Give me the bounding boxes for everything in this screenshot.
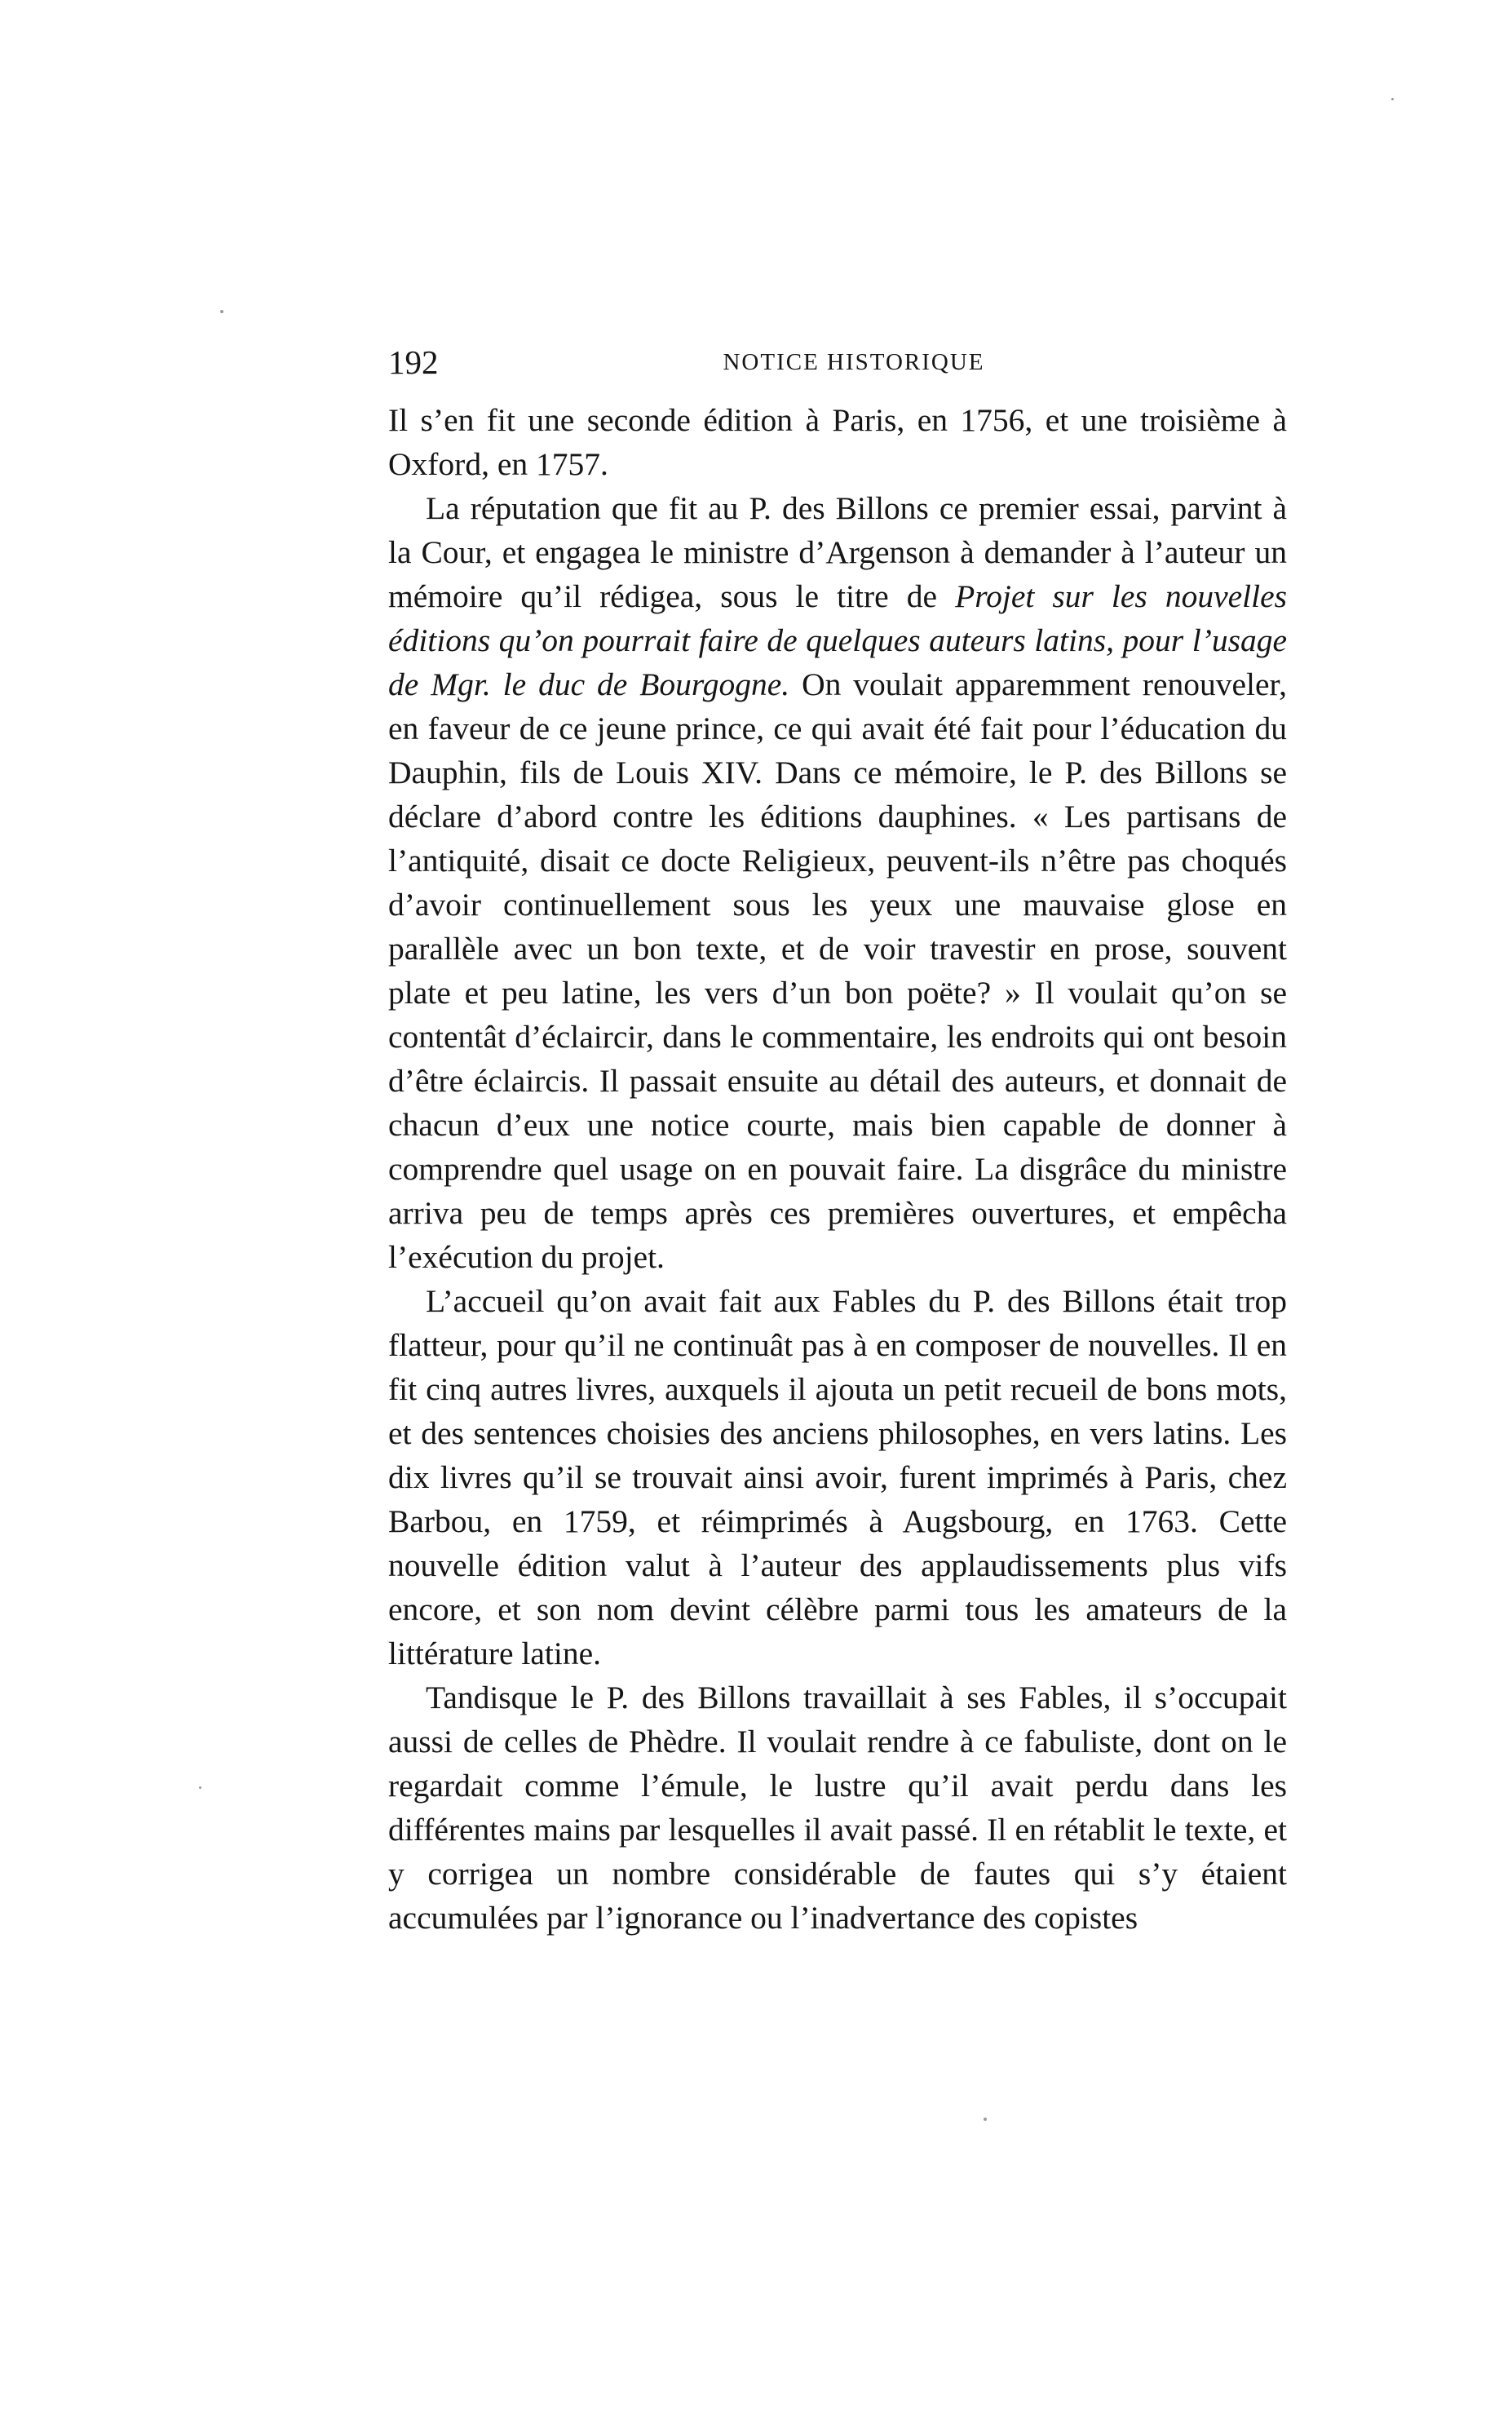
page-header (388, 341, 1287, 383)
scan-speck (1391, 98, 1394, 100)
paragraph-1: Il s’en fit une seconde édition à Paris, en 1756, et une troisième à Oxford, en 1757. (388, 402, 1287, 482)
memoir-title: Projet sur les nouvelles éditions qu’on pourrait faire de quelques auteurs latins, pour l’usage de Mgr. le duc de Bourgogne. (388, 578, 1288, 702)
paragraph-3: L’accueil qu’on avait fait aux Fables du P. des Billons était trop flatteur, pour qu’il ne continuât pas à en composer de nouvelles. Il en fit cinq autres livres, auxquels il ajouta un petit recueil de bons mots, et des sentences choisies des anciens philosophes, en vers latins. Les dix livres qu’il se trouvait ainsi avoir, furent imprimés à Paris, chez Barbou, en 1759, et réimprimés à Augsbourg, en 1763. Cette nouvelle édition valut à l’auteur des applaudissements plus vifs encore, et son nom devint célèbre parmi tous les amateurs de la littérature latine. (388, 1283, 1287, 1671)
scan-speck (984, 2118, 987, 2121)
scan-speck (199, 1786, 201, 1789)
paragraph-2 (388, 486, 1287, 1279)
body-text (388, 398, 1287, 1940)
page-number: 192 (388, 343, 439, 381)
paragraph-2-text-after: On voulait apparemment renouveler, en faveur de ce jeune prince, ce qui avait été fait pour l’éducation du Dauphin, fils de Louis XIV. Dans ce mémoire, le P. des Billons se déclare d’abord contre les éditions dauphines. « Les partisans de l’antiquité, disait ce docte Religieux, peuvent-ils n’être pas choqués d’avoir continuellement sous les yeux une mauvaise glose en parallèle avec un bon texte, et de voir travestir en prose, souvent plate et peu latine, les vers d’un bon poëte? » Il voulait qu’on se contentât d’éclaircir, dans le commentaire, les endroits qui ont besoin d’être éclaircis. Il passait ensuite au détail des auteurs, et donnait de chacun d’eux une notice courte, mais bien capable de donner à comprendre quel usage on en pouvait faire. La disgrâce du ministre arriva peu de temps après ces premières ouvertures, et empêcha l’exécution du projet. (388, 666, 1287, 1275)
scan-speck (220, 310, 223, 313)
paragraph-4: Tandisque le P. des Billons travaillait à ses Fables, il s’occupait aussi de celles de Phèdre. Il voulait rendre à ce fabuliste, dont on le regardait comme l’émule, le lustre qu’il avait perdu dans les différentes mains par lesquelles il avait passé. Il en rétablit le texte, et y corrigea un nombre considérable de fautes qui s’y étaient accumulées par l’ignorance ou l’inadvertance des copistes (388, 1680, 1287, 1936)
running-head: NOTICE HISTORIQUE (723, 349, 985, 375)
paragraph-2-text-before: La réputation que fit au P. des Billons ce premier essai, parvint à la Cour, et engagea le ministre d’Argenson à demander à l’auteur un mémoire qu’il rédigea, sous le titre de (388, 490, 1287, 614)
